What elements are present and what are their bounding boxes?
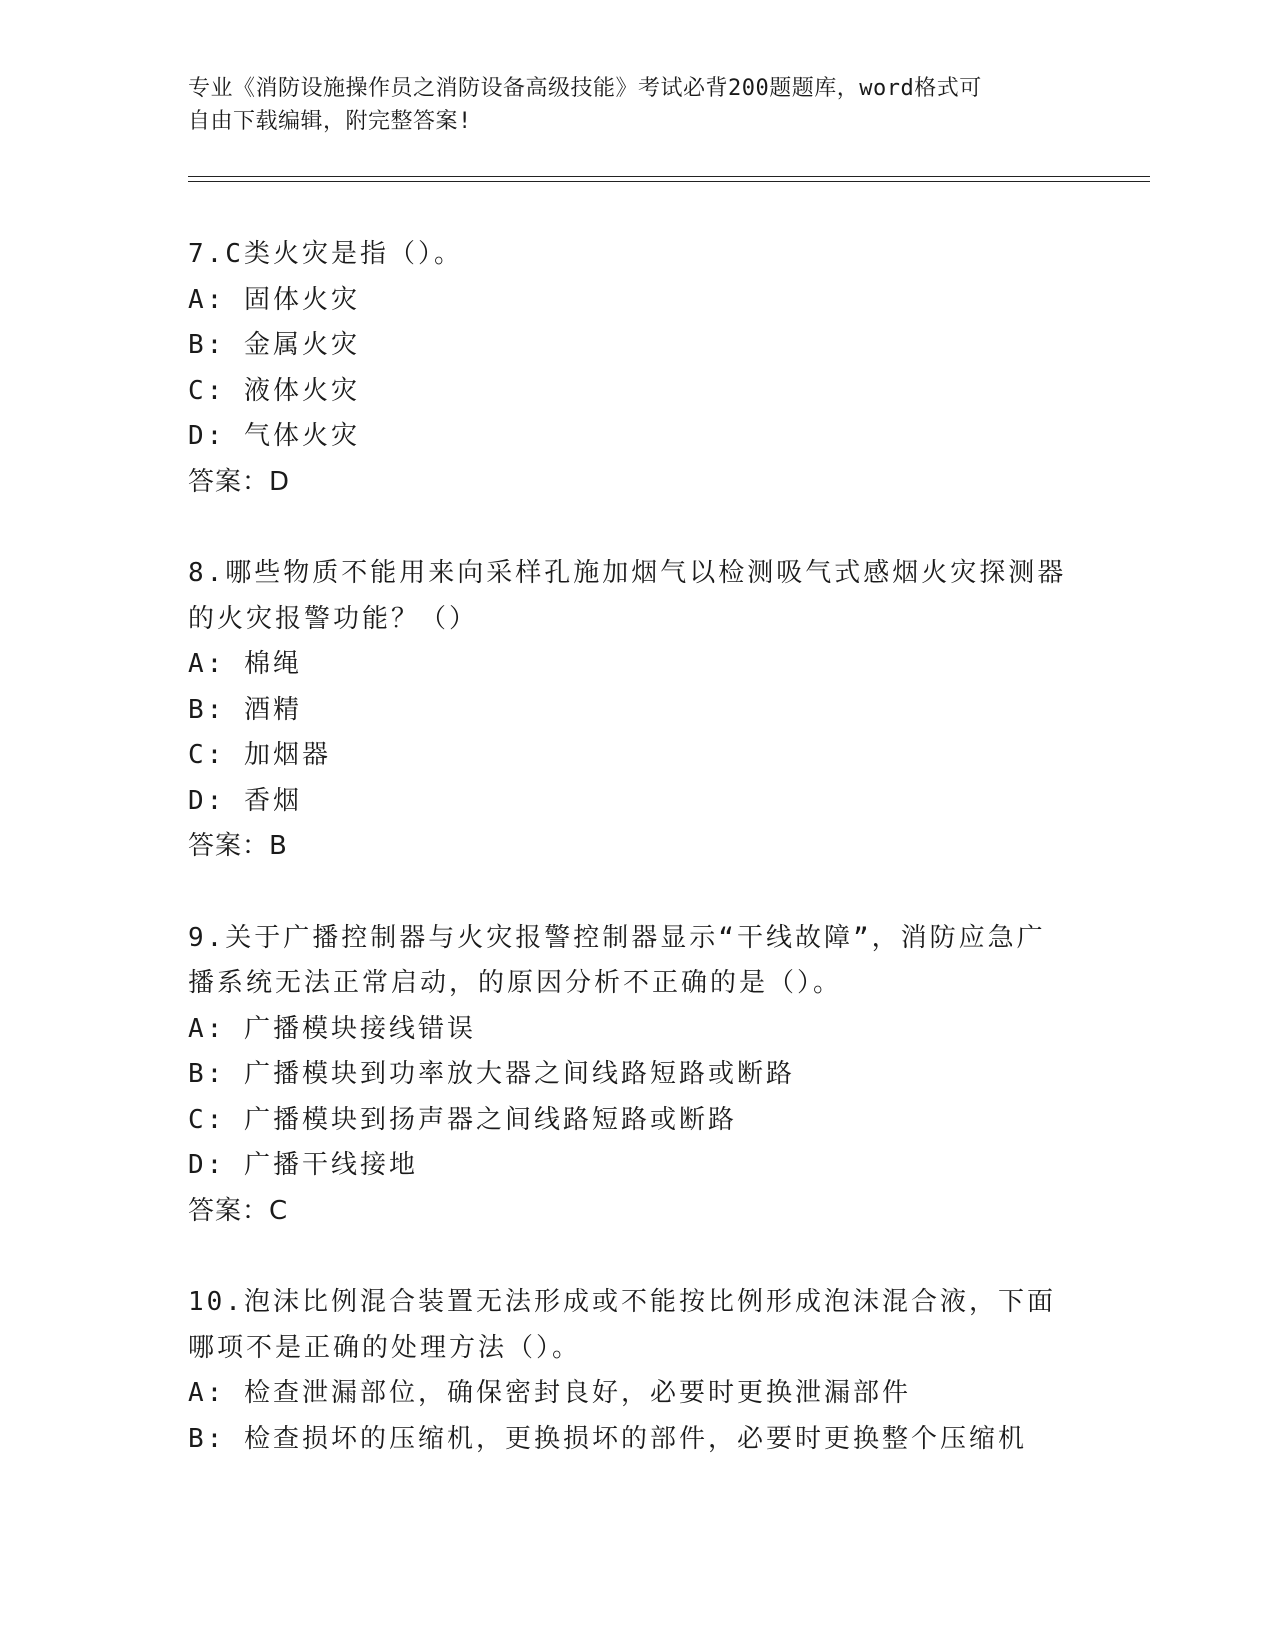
header-divider-bottom (188, 181, 1150, 182)
option-text: 气体火灾 (243, 421, 360, 451)
option-text: 液体火灾 (243, 375, 360, 406)
document-header (188, 72, 1068, 138)
option-letter: B: (188, 1059, 226, 1089)
header-divider-top (188, 176, 1150, 177)
option-letter: D: (188, 421, 226, 451)
option-letter: A: (188, 284, 226, 315)
option-d (188, 1143, 1088, 1189)
option-text: 广播模块到扬声器之间线路短路或断路 (243, 1104, 737, 1135)
option-letter: B: (188, 330, 226, 360)
option-text: 广播模块到功率放大器之间线路短路或断路 (243, 1059, 795, 1089)
option-text: 广播模块接线错误 (243, 1013, 476, 1044)
answer-line: 答案：B (188, 831, 288, 861)
option-letter: A: (188, 1378, 226, 1408)
option-text: 棉绳 (243, 649, 302, 679)
option-letter: B: (188, 1423, 226, 1454)
option-letter: D: (188, 1150, 226, 1180)
question-list (188, 232, 1088, 1508)
option-d (188, 414, 1088, 460)
option-d (188, 779, 1088, 825)
question-stem: 8.哪些物质不能用来向采样孔施加烟气以检测吸气式感烟火灾探测器的火灾报警功能？（） (188, 558, 1067, 634)
option-text: 酒精 (243, 694, 302, 725)
question-9 (188, 916, 1088, 1235)
option-text: 广播干线接地 (243, 1150, 418, 1180)
header-line-1: 专业《消防设施操作员之消防设备高级技能》考试必背200题题库，word格式可 (188, 76, 982, 101)
option-text: 固体火灾 (243, 284, 360, 315)
option-a (188, 1007, 1088, 1053)
option-b (188, 1417, 1088, 1463)
option-letter: D: (188, 785, 226, 816)
option-text: 检查泄漏部位，确保密封良好，必要时更换泄漏部件 (243, 1378, 911, 1408)
question-7 (188, 232, 1088, 505)
option-b (188, 688, 1088, 734)
answer-line: 答案：D (188, 466, 291, 497)
question-stem: 9.关于广播控制器与火灾报警控制器显示“干线故障”，消防应急广播系统无法正常启动，的原因分析不正确的是（）。 (188, 922, 1046, 998)
option-text: 加烟器 (243, 740, 331, 770)
option-text: 金属火灾 (243, 330, 360, 360)
option-letter: A: (188, 649, 226, 679)
option-letter: C: (188, 1104, 226, 1135)
option-c (188, 1098, 1088, 1144)
option-letter: A: (188, 1013, 226, 1044)
option-a (188, 1371, 1088, 1417)
option-letter: C: (188, 375, 226, 406)
option-letter: B: (188, 694, 226, 725)
question-8 (188, 551, 1088, 870)
option-a (188, 642, 1088, 688)
header-line-2: 自由下载编辑，附完整答案! (188, 109, 472, 134)
option-text: 香烟 (243, 785, 302, 816)
question-stem: 10.泡沫比例混合装置无法形成或不能按比例形成泡沫混合液，下面哪项不是正确的处理方法（）。 (188, 1287, 1056, 1363)
answer-line: 答案：C (188, 1195, 289, 1226)
option-c (188, 733, 1088, 779)
option-letter: C: (188, 740, 226, 770)
option-b (188, 323, 1088, 369)
option-text: 检查损坏的压缩机，更换损坏的部件，必要时更换整个压缩机 (243, 1423, 1027, 1454)
option-b (188, 1052, 1088, 1098)
option-c (188, 369, 1088, 415)
question-10 (188, 1280, 1088, 1462)
question-stem: 7.C类火灾是指（）。 (188, 239, 463, 269)
option-a (188, 278, 1088, 324)
